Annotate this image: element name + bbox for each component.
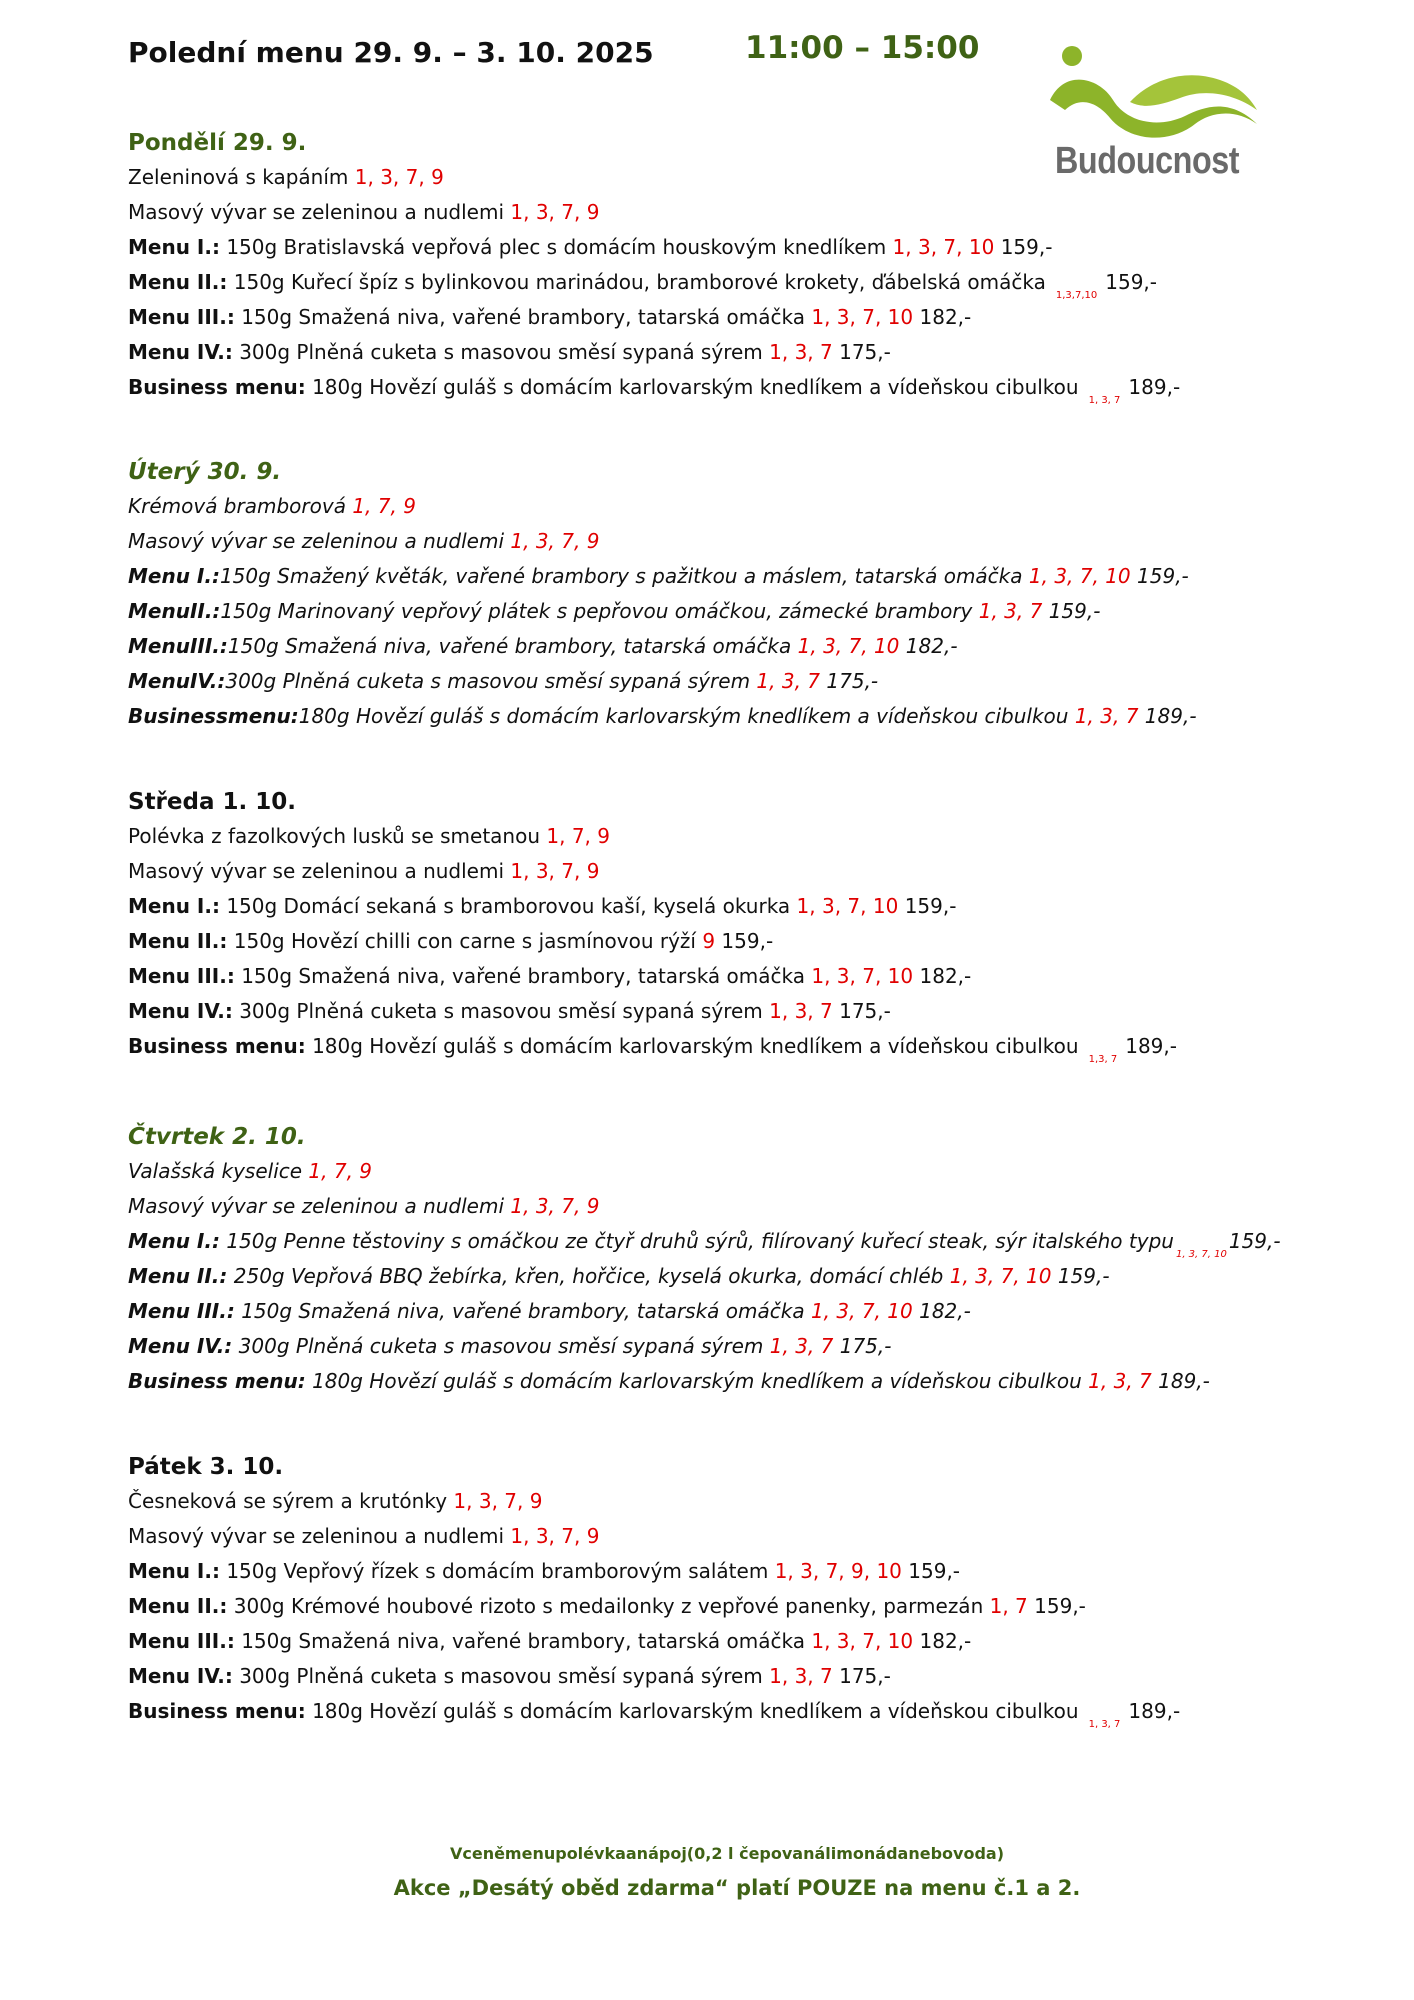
menu-item: Menu III.: 150g Smažená niva, vařené brambory, tatarská omáčka 1, 3, 7, 10 182,- [128,305,972,329]
page-title: Polední menu 29. 9. – 3. 10. 2025 [128,36,654,69]
menu-item: Menu I.: 150g Penne těstoviny s omáčkou ze čtyř druhů sýrů, filírovaný kuřecí steak, sýr italského typu$_{1, 3, 7, 10}$159,- [128,1229,1281,1260]
footer-note: Vceněmenupolévkaanápoj(0,2 l čepovanálimonádanebovoda) [449,1844,1005,1863]
soup-1: Česneková se sýrem a krutónky 1, 3, 7, 9 [128,1489,543,1513]
day-title: Úterý 30. 9. [128,459,282,485]
menu-item: Menu IV.: 300g Plněná cuketa s masovou směsí sypaná sýrem 1, 3, 7 175,- [128,340,891,364]
menu-item: Menu II.: 300g Krémové houbové rizoto s medailonky z vepřové panenky, parmezán 1, 7 159,- [128,1594,1086,1618]
day-tuesday [128,455,1288,734]
footer-promo: Akce „Desátý oběd zdarma“ platí POUZE na menu č.1 a 2. [393,1876,1081,1900]
logo-wordmark: Budoucnost [1055,140,1240,182]
day-title: Čtvrtek 2. 10. [128,1124,306,1150]
menu-item: Business menu: 180g Hovězí guláš s domácím karlovarským knedlíkem a vídeňskou cibulkou$_{1, 3, 7}$189,- [128,375,1181,406]
menu-item: Menu II.: 150g Hovězí chilli con carne s jasmínovou rýží 9 159,- [128,929,774,953]
soup-1: Polévka z fazolkových lusků se smetanou 1, 7, 9 [128,824,610,848]
day-title: Středa 1. 10. [128,789,296,815]
menu-item: Menu III.: 150g Smažená niva, vařené brambory, tatarská omáčka 1, 3, 7, 10 182,- [128,1299,971,1323]
menu-item: MenuII.:150g Marinovaný vepřový plátek s pepřovou omáčkou, zámecké brambory 1, 3, 7 159,- [128,599,1101,623]
menu-item: Business menu: 180g Hovězí guláš s domácím karlovarským knedlíkem a vídeňskou cibulkou$_{1,3, 7}$189,- [128,1034,1177,1065]
soup-2: Masový vývar se zeleninou a nudlemi 1, 3, 7, 9 [128,859,600,883]
menu-item: Menu IV.: 300g Plněná cuketa s masovou směsí sypaná sýrem 1, 3, 7 175,- [128,999,891,1023]
opening-hours: 11:00 – 15:00 [745,30,980,66]
logo-head-dot [1062,46,1082,66]
soup-2: Masový vývar se zeleninou a nudlemi 1, 3, 7, 9 [128,1524,600,1548]
menu-item: Businessmenu:180g Hovězí guláš s domácím karlovarským knedlíkem a vídeňskou cibulkou 1, 3, 7 189,- [128,704,1197,728]
day-wednesday [128,785,1288,1064]
menu-item: Business menu: 180g Hovězí guláš s domácím karlovarským knedlíkem a vídeňskou cibulkou$_{1, 3, 7}$189,- [128,1699,1181,1730]
menu-item: Menu I.: 150g Bratislavská vepřová plec s domácím houskovým knedlíkem 1, 3, 7, 10 159,- [128,235,1053,259]
day-friday [128,1450,1288,1729]
menu-item: Menu I.:150g Smažený květák, vařené brambory s pažitkou a máslem, tatarská omáčka 1, 3, 7, 10 159,- [128,564,1189,588]
menu-item: Menu III.: 150g Smažená niva, vařené brambory, tatarská omáčka 1, 3, 7, 10 182,- [128,1629,972,1653]
day-monday [128,126,1288,405]
menu-item: Menu II.: 150g Kuřecí špíz s bylinkovou marinádou, bramborové krokety, ďábelská omáčka$_{1,3,7,10}$159,- [128,270,1157,301]
menu-item: Menu I.: 150g Vepřový řízek s domácím bramborovým salátem 1, 3, 7, 9, 10 159,- [128,1559,961,1583]
menu-item: Menu III.: 150g Smažená niva, vařené brambory, tatarská omáčka 1, 3, 7, 10 182,- [128,964,972,988]
menu-item: Menu II.: 250g Vepřová BBQ žebírka, křen, hořčice, kyselá okurka, domácí chléb 1, 3, 7, 10 159,- [128,1264,1110,1288]
menu-item: Business menu: 180g Hovězí guláš s domácím karlovarským knedlíkem a vídeňskou cibulkou 1, 3, 7 189,- [128,1369,1210,1393]
logo-wave-shape [1130,75,1257,110]
soup-1: Zeleninová s kapáním 1, 3, 7, 9 [128,165,444,189]
day-thursday [128,1120,1288,1399]
menu-item: Menu IV.: 300g Plněná cuketa s masovou směsí sypaná sýrem 1, 3, 7 175,- [128,1334,892,1358]
menu-item: MenuIII.:150g Smažená niva, vařené brambory, tatarská omáčka 1, 3, 7, 10 182,- [128,634,958,658]
soup-1: Valašská kyselice 1, 7, 9 [128,1159,373,1183]
soup-2: Masový vývar se zeleninou a nudlemi 1, 3, 7, 9 [128,200,600,224]
menu-item: Menu I.: 150g Domácí sekaná s bramborovou kaší, kyselá okurka 1, 3, 7, 10 159,- [128,894,957,918]
day-title: Pondělí 29. 9. [128,130,307,156]
soup-2: Masový vývar se zeleninou a nudlemi 1, 3, 7, 9 [128,1194,600,1218]
menu-item: Menu IV.: 300g Plněná cuketa s masovou směsí sypaná sýrem 1, 3, 7 175,- [128,1664,891,1688]
soup-2: Masový vývar se zeleninou a nudlemi 1, 3, 7, 9 [128,529,600,553]
day-title: Pátek 3. 10. [128,1454,284,1480]
soup-1: Krémová bramborová 1, 7, 9 [128,494,416,518]
menu-item: MenuIV.:300g Plněná cuketa s masovou směsí sypaná sýrem 1, 3, 7 175,- [128,669,879,693]
